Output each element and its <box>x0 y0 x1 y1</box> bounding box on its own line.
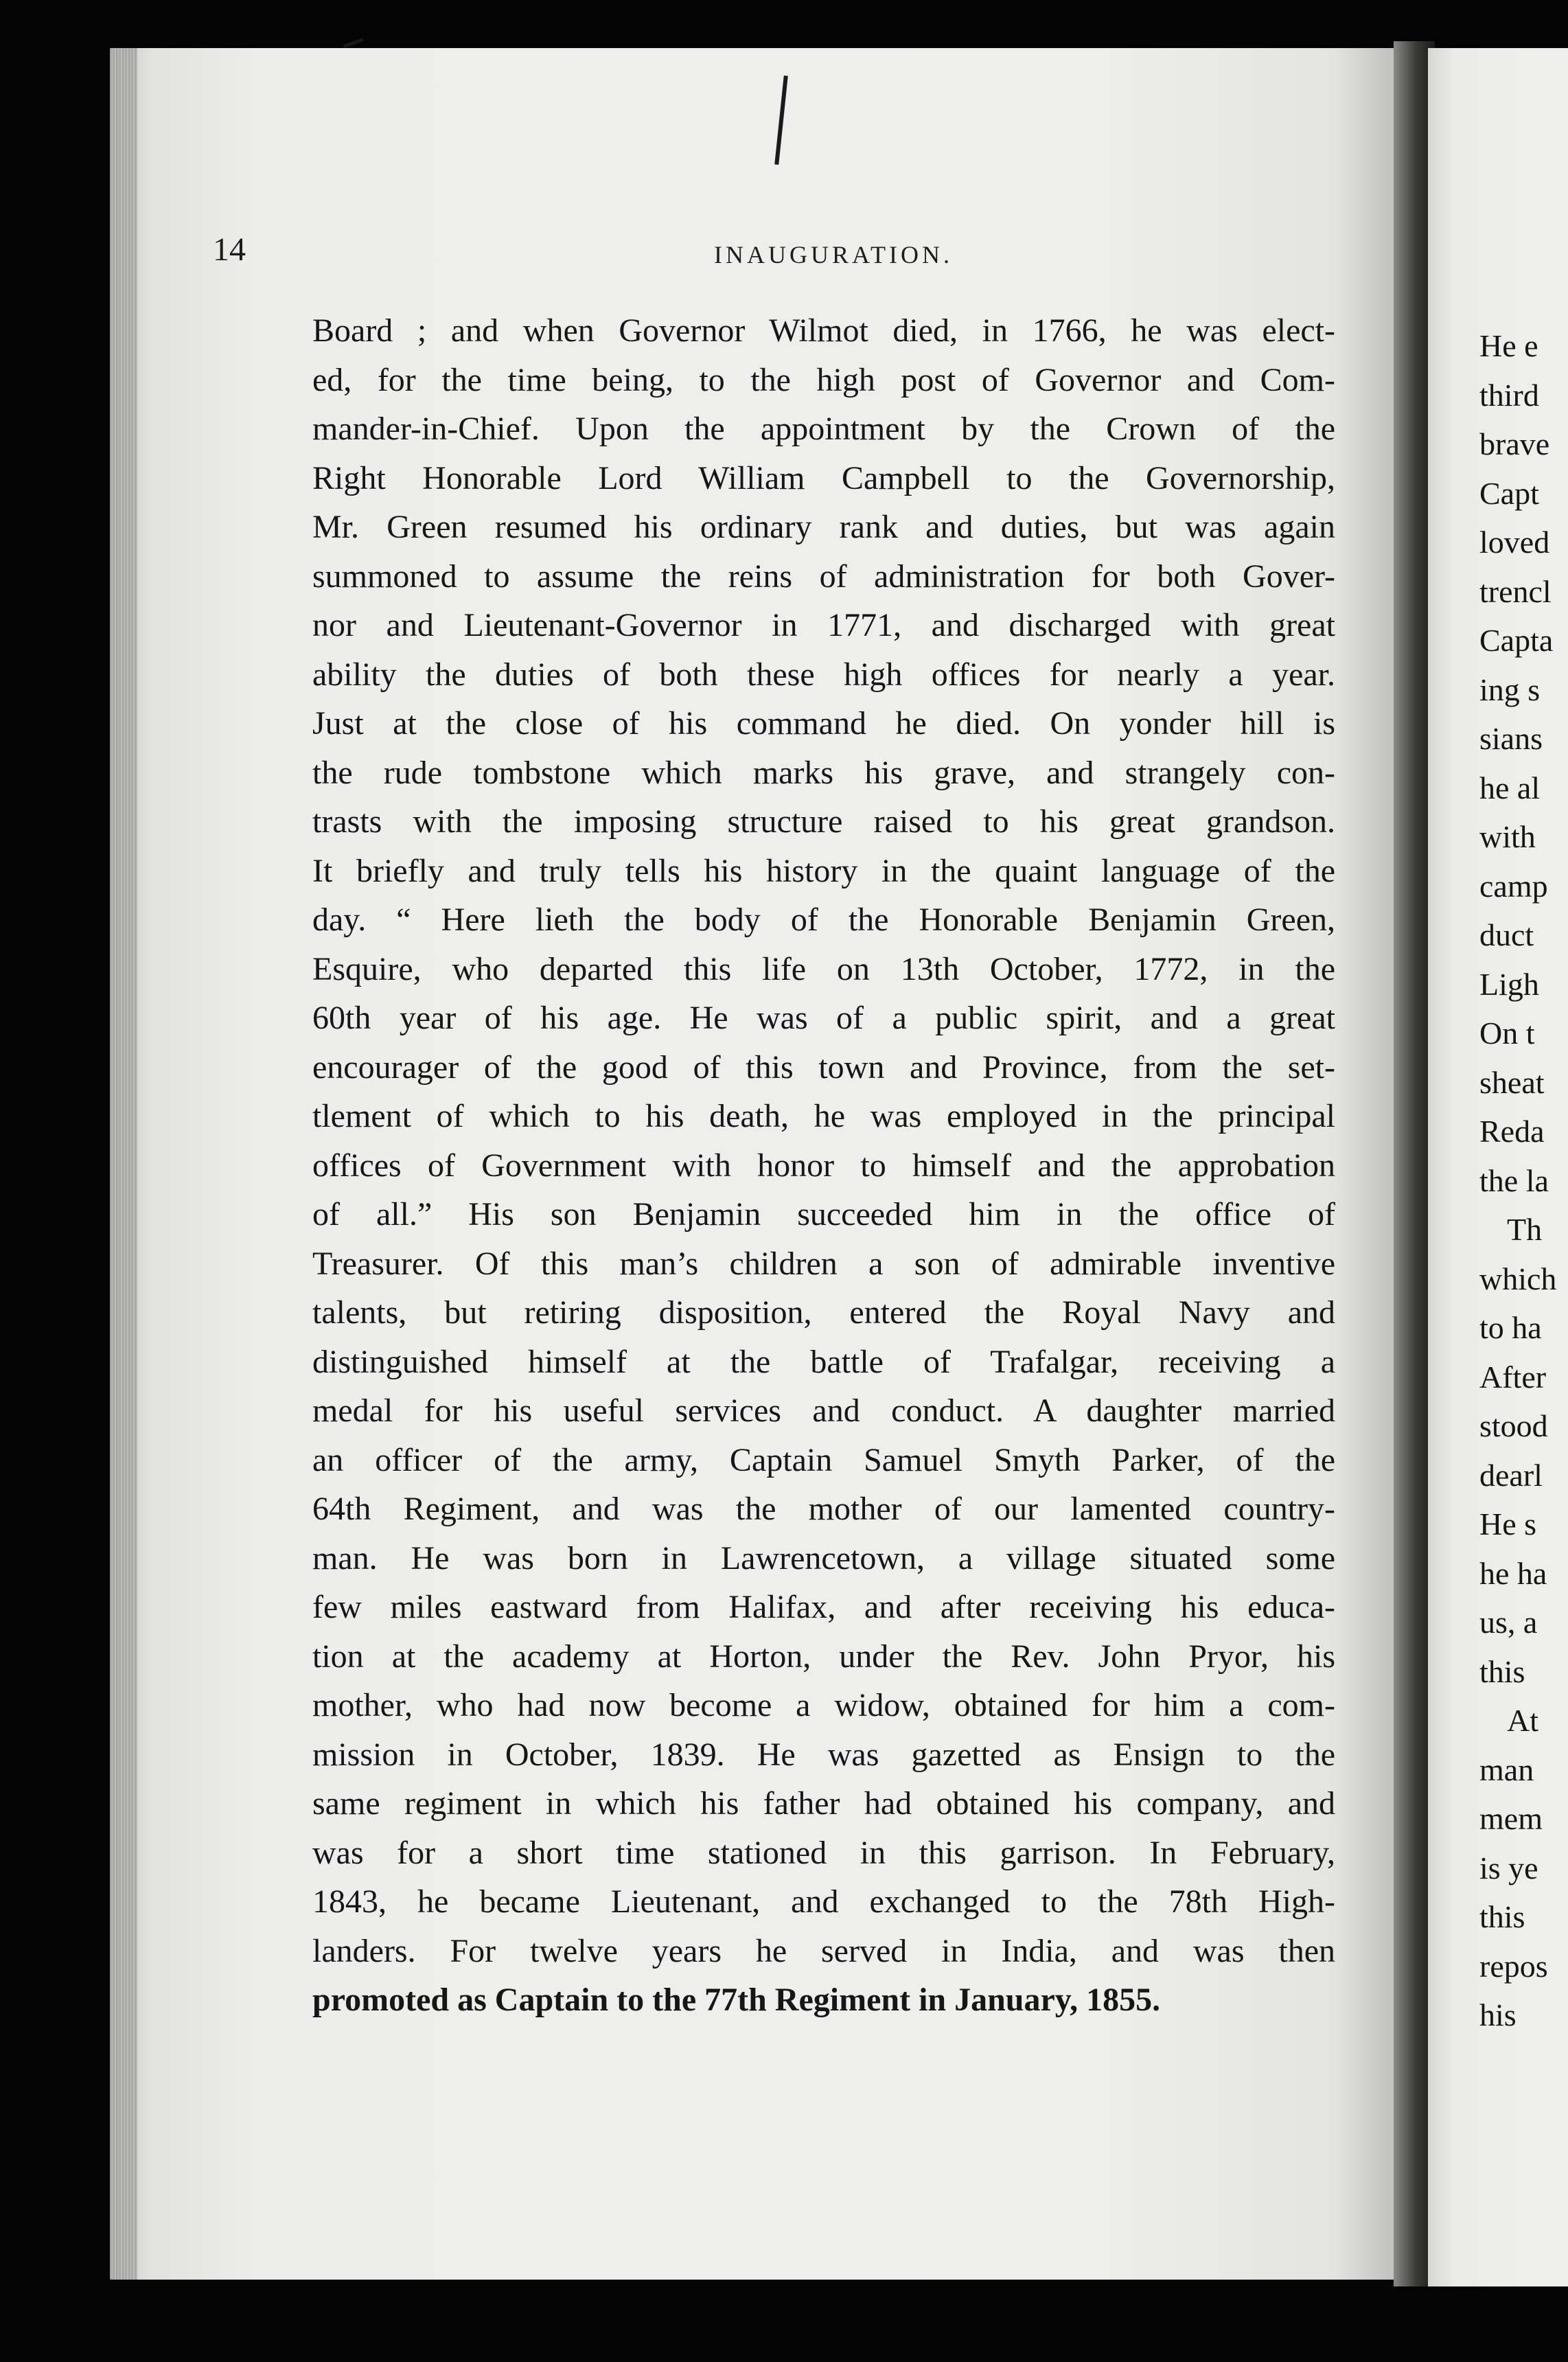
facing-text-fragment: loved <box>1479 525 1550 560</box>
text-line: Mr. Green resumed his ordinary rank and duties, but was again <box>312 509 1335 545</box>
text-line: same regiment in which his father had obtained his company, and <box>312 1785 1335 1822</box>
facing-text-fragment: he al <box>1479 770 1541 805</box>
facing-text-fragment: trencl <box>1479 573 1552 609</box>
text-line: man. He was born in Lawrencetown, a village situated some <box>312 1539 1335 1576</box>
facing-text-fragment: Th <box>1507 1212 1543 1247</box>
facing-page-text <box>1479 321 1568 2040</box>
facing-text-fragment: which <box>1479 1261 1557 1296</box>
text-line: encourager of the good of this town and Province, from the set- <box>312 1048 1335 1086</box>
page-stack-edge <box>110 48 137 2280</box>
text-line: the rude tombstone which marks his grave, and strangely con- <box>312 754 1335 791</box>
text-line: Treasurer. Of this man’s children a son of admirable inventive <box>312 1245 1335 1282</box>
text-line: promoted as Captain to the 77th Regiment in January, 1855. <box>312 1982 1161 2018</box>
facing-text-fragment: Capta <box>1479 623 1554 658</box>
facing-text-fragment: he ha <box>1479 1555 1547 1591</box>
text-line: 1843, he became Lieutenant, and exchanged to the 78th High- <box>312 1883 1335 1920</box>
text-line: nor and Lieutenant-Governor in 1771, and discharged with great <box>312 607 1335 643</box>
facing-text-fragment: this <box>1479 1653 1525 1689</box>
facing-text-fragment: mem <box>1479 1801 1543 1836</box>
text-line: Just at the close of his command he died. On yonder hill is <box>312 705 1335 742</box>
facing-text-fragment: At <box>1507 1703 1538 1738</box>
facing-text-fragment: sheat <box>1479 1064 1545 1100</box>
text-line: mission in October, 1839. He was gazetted as Ensign to the <box>312 1736 1335 1773</box>
text-line: Board ; and when Governor Wilmot died, in 1766, he was elect- <box>312 312 1335 349</box>
facing-text-fragment: He e <box>1479 328 1538 363</box>
facing-text-fragment: Reda <box>1479 1114 1545 1149</box>
text-line: an officer of the army, Captain Samuel Smyth Parker, of the <box>312 1441 1335 1478</box>
running-title: INAUGURATION. <box>714 241 953 268</box>
text-line: trasts with the imposing structure raised to his great grandson. <box>312 803 1335 840</box>
text-line: offices of Government with honor to himself and the approbation <box>312 1147 1335 1184</box>
facing-text-fragment: After <box>1479 1359 1547 1395</box>
text-line: mother, who had now become a widow, obtained for him a com- <box>312 1687 1335 1723</box>
text-line: tlement of which to his death, he was employed in the principal <box>312 1098 1335 1134</box>
text-line: was for a short time stationed in this garrison. In February, <box>312 1834 1335 1871</box>
facing-text-fragment: to ha <box>1479 1310 1542 1345</box>
facing-text-fragment: On t <box>1479 1016 1535 1051</box>
text-line: It briefly and truly tells his history in the quaint language of the <box>312 852 1335 889</box>
text-line: of all.” His son Benjamin succeeded him in the office of <box>312 1196 1335 1232</box>
text-line: talents, but retiring disposition, entered the Royal Navy and <box>312 1294 1335 1331</box>
facing-text-fragment: He s <box>1479 1506 1537 1541</box>
facing-text-fragment: man <box>1479 1752 1534 1787</box>
page-number: 14 <box>213 231 246 268</box>
facing-text-fragment: duct <box>1479 917 1534 952</box>
text-line: ed, for the time being, to the high post of Governor and Com- <box>312 361 1335 398</box>
facing-text-fragment: dearl <box>1479 1457 1543 1493</box>
text-line: tion at the academy at Horton, under the Rev. John Pryor, his <box>312 1638 1335 1675</box>
facing-text-fragment: his <box>1479 1997 1517 2032</box>
text-line: landers. For twelve years he served in India, and was then <box>312 1932 1335 1969</box>
facing-text-fragment: Ligh <box>1479 966 1539 1002</box>
text-line: day. “ Here lieth the body of the Honorable Benjamin Green, <box>312 902 1335 938</box>
facing-text-fragment: with <box>1479 819 1536 854</box>
facing-text-fragment: Capt <box>1479 475 1539 511</box>
facing-text-fragment: ing s <box>1479 672 1541 707</box>
text-line: summoned to assume the reins of administration for both Gover- <box>312 558 1335 595</box>
text-line: Esquire, who departed this life on 13th October, 1772, in the <box>312 950 1335 987</box>
text-line: Right Honorable Lord William Campbell to the Governorship, <box>312 459 1335 496</box>
text-line: medal for his useful services and conduct. A daughter married <box>312 1392 1335 1429</box>
facing-text-fragment: this <box>1479 1899 1525 1934</box>
text-line: few miles eastward from Halifax, and after receiving his educa- <box>312 1589 1335 1625</box>
facing-text-fragment: the la <box>1479 1162 1549 1198</box>
facing-text-fragment: third <box>1479 377 1539 413</box>
body-text <box>312 306 1335 2025</box>
text-line: 60th year of his age. He was of a public spirit, and a great <box>312 1000 1335 1036</box>
facing-text-fragment: brave <box>1479 426 1550 461</box>
facing-text-fragment: camp <box>1479 868 1548 904</box>
facing-text-fragment: stood <box>1479 1408 1548 1443</box>
facing-text-fragment: sians <box>1479 721 1543 756</box>
text-line: distinguished himself at the battle of Trafalgar, receiving a <box>312 1343 1335 1380</box>
text-line: 64th Regiment, and was the mother of our lamented country- <box>312 1491 1335 1527</box>
facing-text-fragment: repos <box>1479 1948 1548 1984</box>
text-line: ability the duties of both these high offices for nearly a year. <box>312 656 1335 693</box>
text-line: mander-in-Chief. Upon the appointment by the Crown of the <box>312 411 1335 447</box>
facing-text-fragment: is ye <box>1479 1850 1538 1885</box>
facing-text-fragment: us, a <box>1479 1605 1538 1640</box>
